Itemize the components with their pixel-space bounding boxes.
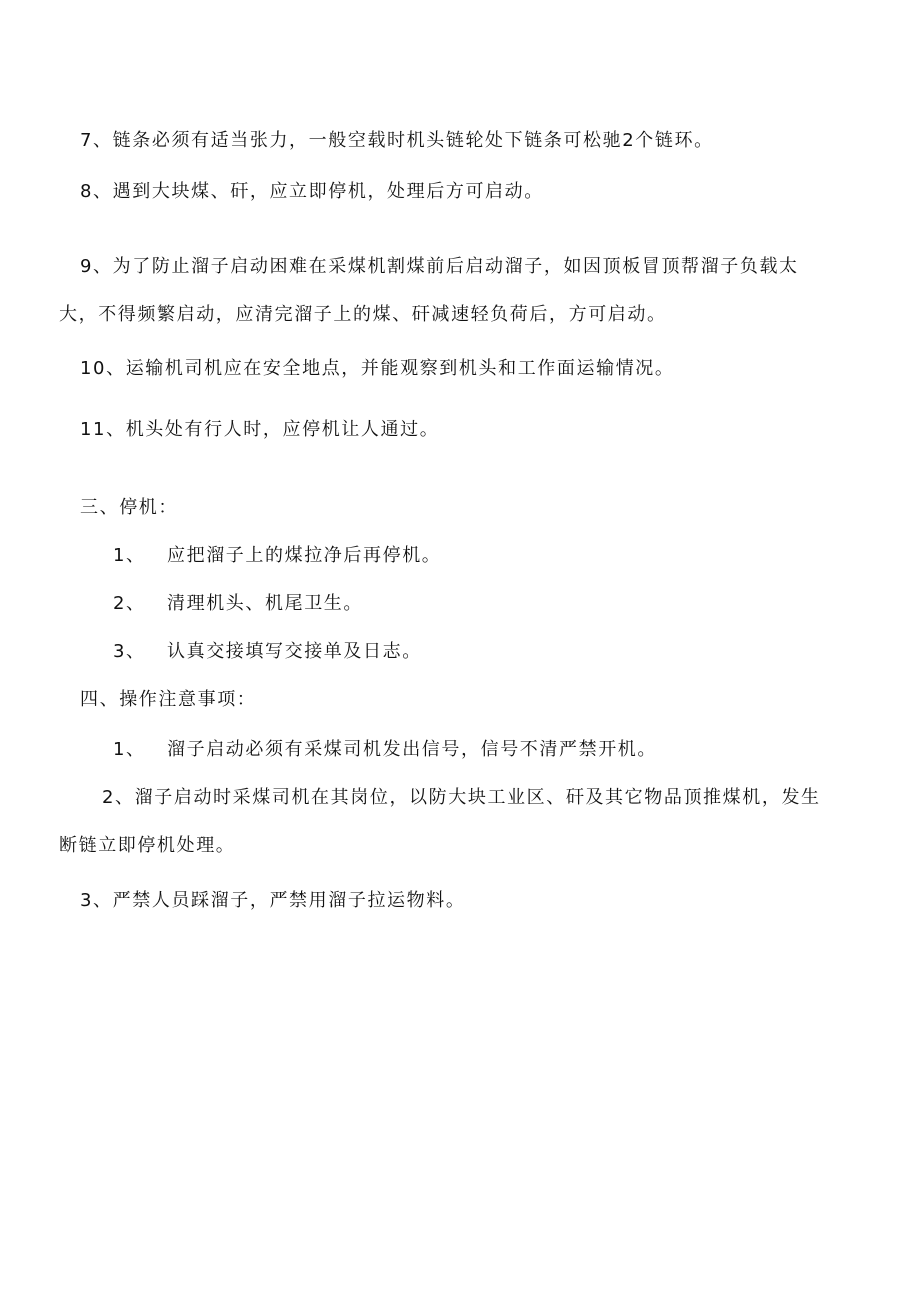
- item-number: 2、: [113, 593, 146, 614]
- section-three-item-3: [113, 641, 422, 663]
- item-text: 溜子启动必须有采煤司机发出信号，信号不清严禁开机。: [167, 739, 657, 760]
- section-three-item-2: [113, 593, 363, 615]
- item-7: 7、链条必须有适当张力，一般空载时机头链轮处下链条可松驰2个链环。: [80, 130, 714, 151]
- section-three-item-1: [113, 545, 441, 567]
- item-text: 认真交接填写交接单及日志。: [167, 641, 422, 662]
- section-three-heading: 三、停机：: [80, 497, 178, 518]
- item-9-line-2: 大，不得频繁启动，应清完溜子上的煤、矸减速轻负荷后，方可启动。: [59, 304, 667, 325]
- item-8: 8、遇到大块煤、矸，应立即停机，处理后方可启动。: [80, 181, 544, 202]
- item-11: 11、机头处有行人时，应停机让人通过。: [80, 419, 440, 440]
- section-four-item-1: [113, 739, 657, 761]
- item-9-line-1: 9、为了防止溜子启动困难在采煤机割煤前后启动溜子，如因顶板冒顶帮溜子负载太: [80, 256, 799, 277]
- item-number: 1、: [113, 739, 146, 760]
- item-number: 3、: [113, 641, 146, 662]
- section-four-item-2-line-2: 断链立即停机处理。: [59, 835, 236, 856]
- item-number: 1、: [113, 545, 146, 566]
- section-four-item-3: 3、严禁人员踩溜子，严禁用溜子拉运物料。: [80, 890, 466, 911]
- section-four-heading: 四、操作注意事项：: [80, 689, 257, 710]
- item-text: 清理机头、机尾卫生。: [167, 593, 363, 614]
- item-10: 10、运输机司机应在安全地点，并能观察到机头和工作面运输情况。: [80, 358, 675, 379]
- section-four-item-2-line-1: 2、溜子启动时采煤司机在其岗位，以防大块工业区、矸及其它物品顶推煤机，发生: [102, 787, 821, 808]
- item-text: 应把溜子上的煤拉净后再停机。: [167, 545, 442, 566]
